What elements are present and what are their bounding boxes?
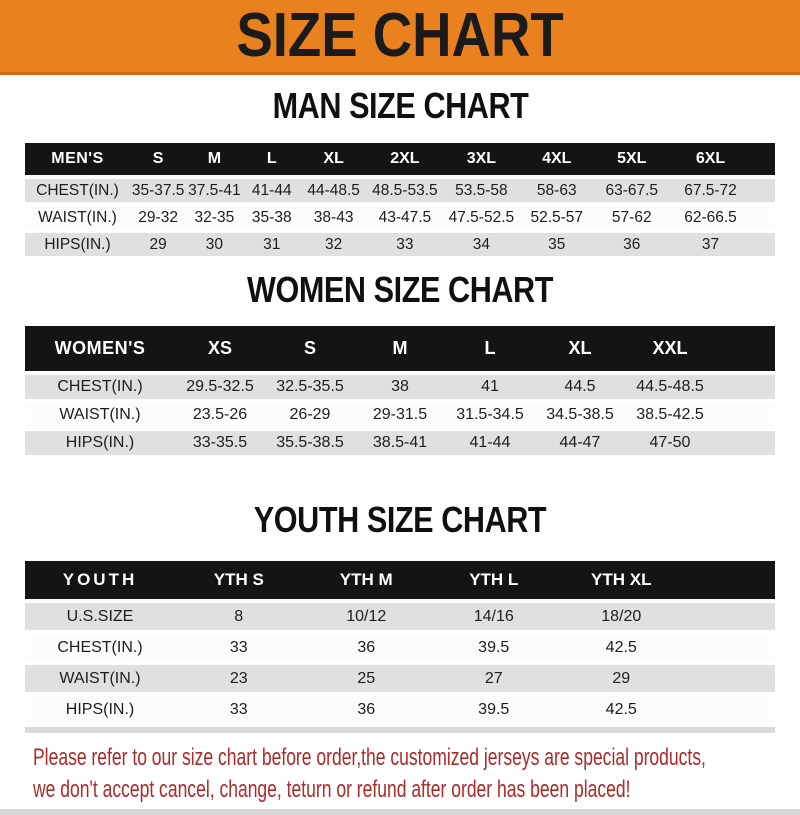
size-cell: 29-32 [130,206,186,229]
footer-line-1: Please refer to our size chart before order,the customized jerseys are special products, [33,744,706,771]
size-cell: 27 [430,665,558,692]
row-label: CHEST(IN.) [25,179,130,202]
youth-header-label: YOUTH [25,561,175,599]
youth-section-heading [0,501,800,544]
size-cell: 67.5-72 [669,179,752,202]
size-cell: 37 [669,233,752,256]
size-cell: 35 [519,233,594,256]
col-header: 2XL [366,143,443,175]
page-bottom-strip [0,809,800,815]
size-cell: 8 [175,603,303,630]
col-header: 4XL [519,143,594,175]
row-label: HIPS(IN.) [25,233,130,256]
size-cell: 30 [186,233,242,256]
col-header: XXL [625,326,715,371]
women-section-heading [0,271,800,314]
size-cell: 29.5-32.5 [175,375,265,399]
row-label: CHEST(IN.) [25,634,175,661]
size-cell: 35-38 [243,206,302,229]
size-cell: 25 [303,665,431,692]
spacer-cell [685,603,775,630]
banner-title: SIZE CHART [236,1,564,70]
men-header-label: MEN'S [25,143,130,175]
men-chest-row [25,179,775,202]
size-cell: 52.5-57 [519,206,594,229]
size-cell: 31 [243,233,302,256]
women-waist-row [25,403,775,427]
size-cell: 48.5-53.5 [366,179,443,202]
size-cell: 39.5 [430,634,558,661]
size-cell: 23.5-26 [175,403,265,427]
spacer-cell [685,561,775,599]
col-header: XS [175,326,265,371]
size-cell: 34 [444,233,520,256]
size-cell: 33-35.5 [175,431,265,455]
spacer-cell [752,179,775,202]
size-cell: 41-44 [445,431,535,455]
size-cell: 47.5-52.5 [444,206,520,229]
women-header-row [25,326,775,371]
size-cell: 31.5-34.5 [445,403,535,427]
men-hips-row [25,233,775,256]
size-cell: 44-47 [535,431,625,455]
size-cell: 57-62 [594,206,669,229]
size-cell: 32-35 [186,206,242,229]
size-cell: 35.5-38.5 [265,431,355,455]
col-header: M [355,326,445,371]
spacer-cell [752,206,775,229]
size-cell: 29 [558,665,686,692]
size-cell: 36 [303,696,431,723]
size-cell: 32.5-35.5 [265,375,355,399]
size-cell: 58-63 [519,179,594,202]
spacer-cell [715,326,775,371]
col-header: YTH S [175,561,303,599]
col-header: L [243,143,302,175]
footer-note [0,742,800,806]
spacer-cell [752,143,775,175]
row-label: CHEST(IN.) [25,375,175,399]
row-label: HIPS(IN.) [25,696,175,723]
size-cell: 38-43 [301,206,366,229]
size-cell: 36 [594,233,669,256]
col-header: YTH L [430,561,558,599]
row-label: WAIST(IN.) [25,665,175,692]
youth-chest-row [25,634,775,661]
men-waist-row [25,206,775,229]
size-cell: 53.5-58 [444,179,520,202]
size-cell: 10/12 [303,603,431,630]
youth-heading-text: YOUTH SIZE CHART [253,499,547,540]
size-cell: 29 [130,233,186,256]
size-cell: 36 [303,634,431,661]
size-cell: 34.5-38.5 [535,403,625,427]
spacer-cell [685,665,775,692]
col-header: S [130,143,186,175]
men-heading-text: MAN SIZE CHART [272,85,528,126]
spacer-cell [752,233,775,256]
size-cell: 23 [175,665,303,692]
size-cell: 39.5 [430,696,558,723]
col-header: M [186,143,242,175]
youth-ussize-row [25,603,775,630]
size-cell: 41-44 [243,179,302,202]
size-cell: 44.5 [535,375,625,399]
col-header: S [265,326,355,371]
size-cell: 43-47.5 [366,206,443,229]
col-header: L [445,326,535,371]
men-header-row [25,143,775,175]
size-cell: 33 [175,634,303,661]
size-cell: 44.5-48.5 [625,375,715,399]
size-cell: 62-66.5 [669,206,752,229]
size-cell: 38 [355,375,445,399]
size-cell: 35-37.5 [130,179,186,202]
size-cell: 44-48.5 [301,179,366,202]
row-label: HIPS(IN.) [25,431,175,455]
size-cell: 38.5-42.5 [625,403,715,427]
row-label: U.S.SIZE [25,603,175,630]
spacer-cell [715,403,775,427]
women-header-label: WOMEN'S [25,326,175,371]
size-cell: 26-29 [265,403,355,427]
spacer-cell [685,696,775,723]
spacer-cell [715,431,775,455]
col-header: 6XL [669,143,752,175]
youth-hips-row [25,696,775,723]
size-cell: 47-50 [625,431,715,455]
women-size-table [25,322,775,459]
col-header: 3XL [444,143,520,175]
col-header: 5XL [594,143,669,175]
banner [0,0,800,75]
men-size-table [25,139,775,260]
row-label: WAIST(IN.) [25,403,175,427]
youth-size-table [25,557,775,727]
women-hips-row [25,431,775,455]
size-cell: 63-67.5 [594,179,669,202]
youth-header-row [25,561,775,599]
col-header: YTH M [303,561,431,599]
col-header: XL [301,143,366,175]
size-cell: 14/16 [430,603,558,630]
women-heading-text: WOMEN SIZE CHART [246,269,553,310]
spacer-cell [685,634,775,661]
size-cell: 29-31.5 [355,403,445,427]
women-chest-row [25,375,775,399]
size-cell: 37.5-41 [186,179,242,202]
size-cell: 33 [366,233,443,256]
row-label: WAIST(IN.) [25,206,130,229]
footer-line-2: we don't accept cancel, change, teturn or refund after order has been placed! [33,776,631,803]
col-header: XL [535,326,625,371]
spacer-cell [715,375,775,399]
size-cell: 42.5 [558,696,686,723]
men-section-heading [0,87,800,130]
col-header: YTH XL [558,561,686,599]
youth-waist-row [25,665,775,692]
youth-table-bottom-strip [25,727,775,733]
size-cell: 32 [301,233,366,256]
size-cell: 42.5 [558,634,686,661]
size-cell: 41 [445,375,535,399]
size-cell: 38.5-41 [355,431,445,455]
size-cell: 33 [175,696,303,723]
size-cell: 18/20 [558,603,686,630]
